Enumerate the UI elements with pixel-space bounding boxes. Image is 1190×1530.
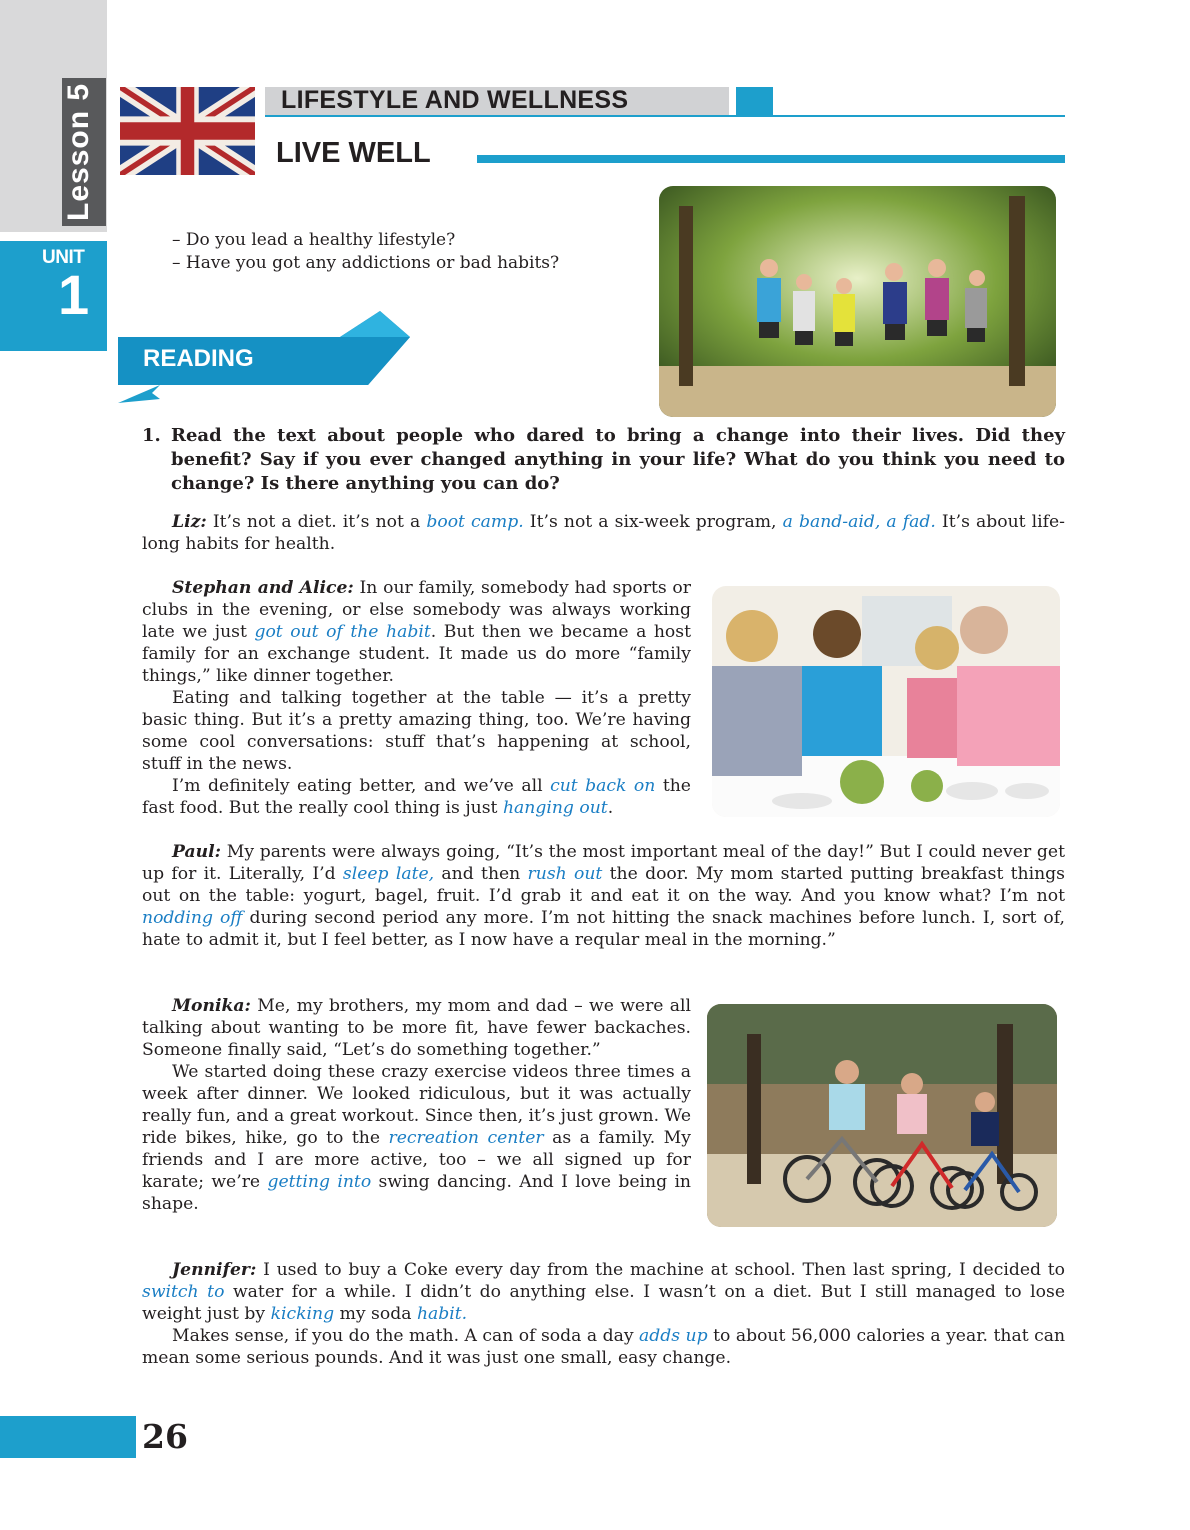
unit-word: UNIT bbox=[42, 247, 85, 268]
section-label: READING bbox=[143, 345, 254, 372]
text-run: during second period any more. I’m not hitting the snack machines before lunch. I, sort of, hate to admit it, but I feel better, as I now have a reqular meal in the morning.” bbox=[142, 908, 1065, 950]
vocab-highlight: got out of the habit bbox=[254, 622, 431, 642]
vocab-highlight: switch to bbox=[142, 1282, 225, 1302]
vocab-highlight: habit. bbox=[416, 1304, 468, 1324]
vocab-highlight: nodding off bbox=[142, 908, 243, 928]
unit-number: 1 bbox=[58, 263, 90, 326]
unit-badge bbox=[0, 241, 107, 351]
page-title: LIFESTYLE AND WELLNESS bbox=[281, 86, 629, 114]
text-jennifer bbox=[142, 1259, 1065, 1369]
text-monika bbox=[142, 995, 691, 1215]
lesson-label: Lesson 5 bbox=[62, 82, 95, 222]
text-run: . bbox=[607, 798, 614, 818]
text-run: the fast food. But the really cool thing is just bbox=[142, 776, 691, 818]
text-run: It’s not a diet. it’s not a bbox=[206, 512, 427, 532]
text-run: as a family. My friends and I are more active, too – we all signed up for karate; we’re bbox=[142, 1128, 691, 1192]
family-dinner-photo bbox=[712, 586, 1060, 817]
text-run: swing dancing. And I love being in shape. bbox=[142, 1172, 692, 1214]
text-run: . But then we became a host family for an exchange student. It made us do more “family things,” like dinner together. bbox=[142, 622, 692, 686]
vocab-highlight: hanging out bbox=[502, 798, 608, 818]
title-divider bbox=[265, 115, 1065, 117]
text-run: I’m definitely eating better, and we’ve all bbox=[172, 776, 551, 796]
text-run: the door. My mom started putting breakfast things out on the table: yogurt, bagel, fruit. I’d grab it and eat it on the way. And you know what? I’m not bbox=[142, 864, 1066, 906]
speaker-name: Liz: bbox=[172, 512, 207, 532]
text-run: my soda bbox=[334, 1304, 417, 1324]
vocab-highlight: cut back on bbox=[550, 776, 656, 796]
text-paul bbox=[142, 841, 1065, 951]
text-run: I used to buy a Coke every day from the machine at school. Then last spring, I decided to bbox=[256, 1260, 1065, 1280]
question-item: – Have you got any addictions or bad habits? bbox=[172, 253, 560, 273]
question-item: – Do you lead a healthy lifestyle? bbox=[172, 230, 456, 250]
text-run: to about 56,000 calories a year. that can mean some serious pounds. And it was just one small, easy change. bbox=[142, 1326, 1066, 1368]
warmup-questions bbox=[172, 229, 559, 275]
text-run: water for a while. I didn’t do anything else. I wasn’t on a diet. But I still managed to lose weight just by bbox=[142, 1282, 1065, 1324]
vocab-highlight: a band-aid, a fad. bbox=[782, 512, 936, 532]
text-run: It’s not a six-week program, bbox=[523, 512, 783, 532]
task-number: 1. bbox=[142, 425, 161, 446]
speaker-name: Stephan and Alice: bbox=[172, 578, 354, 598]
text-run: In our family, somebody had sports or clubs in the evening, or else somebody was always working late we just bbox=[142, 578, 691, 642]
subtitle-divider bbox=[477, 155, 1065, 163]
task-text: Read the text about people who dared to bring a change into their lives. Did they benefit? Say if you ever changed anything in your life? What do you think you need to change? Is there anything you can do? bbox=[171, 425, 1065, 494]
vocab-highlight: boot camp. bbox=[426, 512, 524, 532]
text-run: My parents were always going, “It’s the most important meal of the day!” But I could never get up for it. Literally, I’d bbox=[142, 842, 1065, 884]
text-run: It’s about life-long habits for health. bbox=[142, 512, 1065, 554]
vocab-highlight: rush out bbox=[527, 864, 603, 884]
text-liz bbox=[142, 511, 1065, 555]
uk-flag-icon bbox=[120, 87, 255, 175]
text-stephan-alice bbox=[142, 577, 691, 819]
vocab-highlight: kicking bbox=[270, 1304, 335, 1324]
vocab-highlight: sleep late, bbox=[342, 864, 435, 884]
speaker-name: Paul: bbox=[172, 842, 221, 862]
title-accent bbox=[736, 87, 773, 115]
page-number: 26 bbox=[142, 1417, 188, 1456]
text-run: We started doing these crazy exercise videos three times a week after dinner. We looked ridiculous, but it was actually really fun, and a great workout. Since then, it’s just grown. We ride bikes, hike, go to the bbox=[142, 1062, 691, 1148]
task-instruction bbox=[142, 424, 1065, 496]
text-run: and then bbox=[434, 864, 528, 884]
text-run: Makes sense, if you do the math. A can of soda a day bbox=[172, 1326, 640, 1346]
vocab-highlight: getting into bbox=[267, 1172, 372, 1192]
paragraph: Eating and talking together at the table — it’s a pretty basic thing. But it’s a pretty amazing thing, too. We’re having some cool conversations: stuff that’s happening at school, stuff in the news. bbox=[142, 688, 691, 774]
page-number-bar bbox=[0, 1416, 136, 1458]
vocab-highlight: recreation center bbox=[388, 1128, 544, 1148]
family-cycling-photo bbox=[707, 1004, 1057, 1227]
page-subtitle: LIVE WELL bbox=[276, 137, 431, 169]
vocab-highlight: adds up bbox=[639, 1326, 708, 1346]
speaker-name: Monika: bbox=[172, 996, 251, 1016]
runners-photo bbox=[659, 186, 1056, 417]
speaker-name: Jennifer: bbox=[172, 1260, 257, 1280]
text-run: Me, my brothers, my mom and dad – we were all talking about wanting to be more fit, have fewer backaches. Someone finally said, “Let’s do something together.” bbox=[142, 996, 691, 1060]
